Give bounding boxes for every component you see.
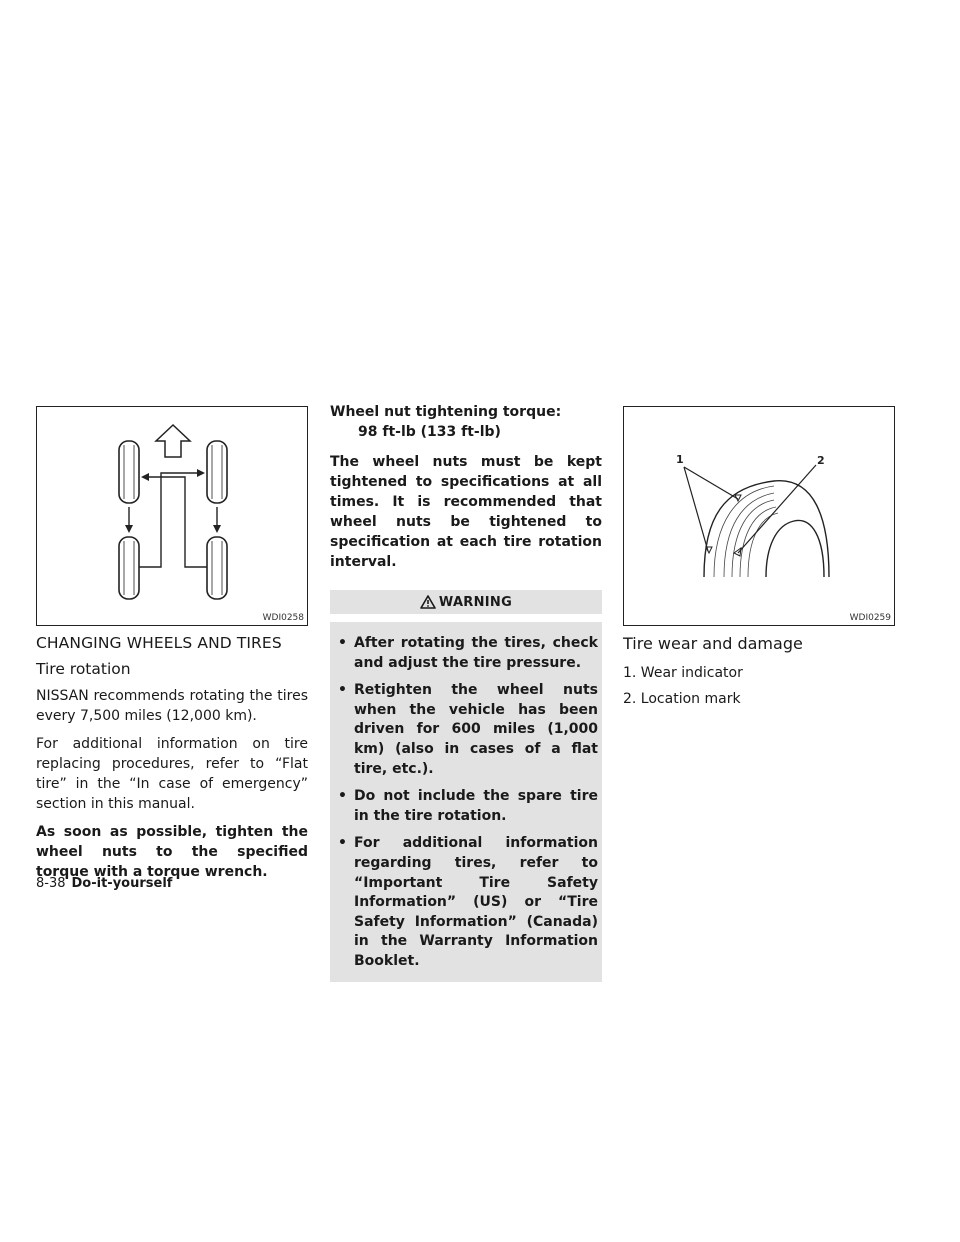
page-number: 8-38 — [36, 876, 66, 891]
warning-item: • Retighten the wheel nuts when the vehicle has been driven for 600 miles (1,000 km) (also in cases of a flat tire, etc.). — [338, 682, 598, 777]
column-2 — [330, 402, 602, 982]
warning-item: • After rotating the tires, check and adjust the tire pressure. — [338, 635, 598, 671]
warning-list — [330, 622, 602, 982]
warning-icon — [420, 595, 436, 609]
warning-item: • Do not include the spare tire in the tire rotation. — [338, 788, 598, 824]
warning-header — [330, 590, 602, 614]
tire-wear-diagram — [624, 407, 894, 625]
section-title: CHANGING WHEELS AND TIRES — [36, 634, 282, 652]
page-footer — [36, 876, 172, 891]
paragraph-bold: As soon as possible, tighten the wheel nuts to the specified torque with a torque wrench. — [36, 824, 308, 880]
warning-title: WARNING — [438, 594, 513, 610]
tire-rotation-figure — [36, 406, 308, 626]
list-item: 1. Wear indicator — [623, 665, 743, 681]
paragraph: For additional information on tire replacing procedures, refer to “Flat tire” in the “In case of emergency” section in this manual. — [36, 736, 308, 812]
callout-1: 1 — [676, 453, 684, 466]
warning-item: • For additional information regarding tires, refer to “Important Tire Safety Information” (US) or “Tire Safety Information” (Canada) in the Warranty Information Booklet. — [338, 835, 598, 969]
column-1 — [36, 634, 308, 890]
callout-2: 2 — [817, 454, 825, 467]
figure-code: WDI0259 — [849, 613, 891, 623]
tire-rotation-diagram — [37, 407, 307, 625]
paragraph-bold: The wheel nuts must be kept tightened to specifications at all times. It is recommended that wheel nuts be tightened to specification at each tire rotation interval. — [330, 454, 602, 570]
torque-value: 98 ft-lb (133 ft-lb) — [358, 424, 501, 440]
figure-code: WDI0258 — [262, 613, 304, 623]
subsection-title: Tire rotation — [36, 660, 131, 678]
tire-wear-figure — [623, 406, 895, 626]
list-item: 2. Location mark — [623, 691, 741, 707]
footer-section: Do-it-yourself — [71, 876, 173, 891]
subsection-title: Tire wear and damage — [623, 634, 803, 653]
warning-box — [330, 622, 602, 982]
paragraph: NISSAN recommends rotating the tires every 7,500 miles (12,000 km). — [36, 688, 308, 724]
torque-label: Wheel nut tightening torque: — [330, 404, 562, 420]
column-3 — [623, 634, 895, 717]
